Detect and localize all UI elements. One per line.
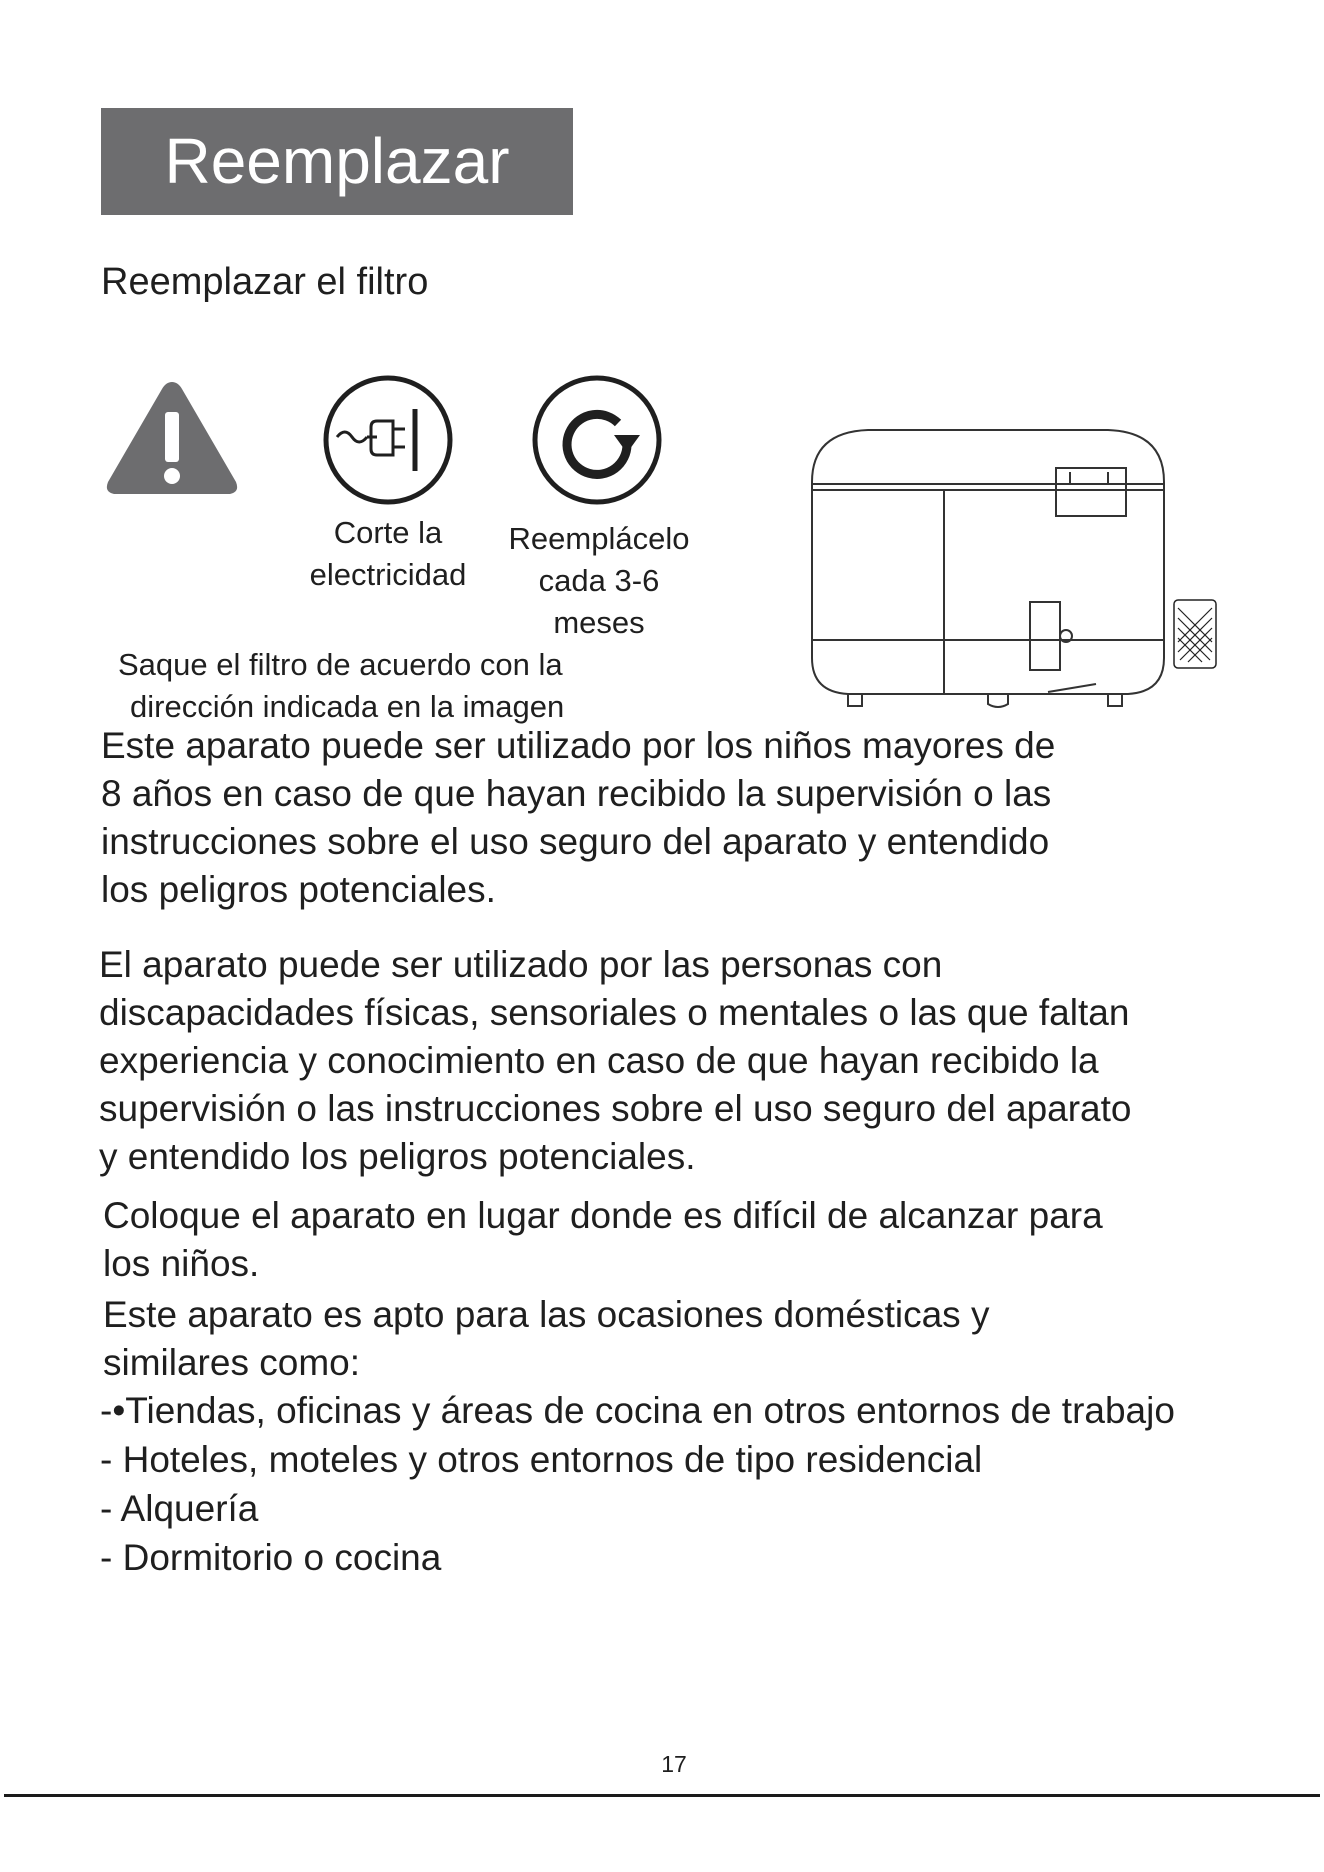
page-number: 17 (661, 1751, 687, 1777)
paragraph-line: experiencia y conocimiento en caso de que hayan recibido la (99, 1040, 1099, 1081)
list-item: -•Tiendas, oficinas y áreas de cocina en otros entornos de trabajo (100, 1390, 1175, 1431)
paragraph-line: El aparato puede ser utilizado por las personas con (99, 944, 943, 985)
paragraph-line: Este aparato es apto para las ocasiones domésticas y (103, 1294, 990, 1335)
paragraph-line: 8 años en caso de que hayan recibido la supervisión o las (101, 773, 1052, 814)
paragraph-line: supervisión o las instrucciones sobre el uso seguro del aparato (99, 1088, 1132, 1129)
paragraph-line: los niños. (103, 1243, 260, 1284)
replace-caption-line: meses (553, 605, 645, 640)
suitable-use-paragraph (103, 1291, 989, 1387)
paragraph-line: los peligros potenciales. (101, 869, 496, 910)
warning-triangle-icon (103, 376, 241, 500)
placement-paragraph (103, 1192, 1103, 1288)
paragraph-line: Coloque el aparato en lugar donde es difícil de alcanzar para (103, 1195, 1103, 1236)
filter-note-line: Saque el filtro de acuerdo con la (118, 647, 563, 682)
appliance-filter-illustration (808, 422, 1228, 718)
section-title: Reemplazar (101, 108, 573, 215)
paragraph-line: instrucciones sobre el uso seguro del aparato y entendido (101, 821, 1050, 862)
list-item: - Hoteles, moteles y otros entornos de tipo residencial (100, 1439, 983, 1480)
replace-caption (484, 518, 714, 644)
list-item: - Dormitorio o cocina (100, 1537, 442, 1578)
replace-caption-line: Reemplácelo (508, 521, 690, 556)
unplug-caption-line: Corte la (333, 515, 443, 550)
paragraph-line: discapacidades físicas, sensoriales o mentales o las que faltan (99, 992, 1130, 1033)
paragraph-line: similares como: (103, 1342, 360, 1383)
subsection-title: Reemplazar el filtro (101, 261, 429, 303)
disabilities-usage-paragraph (99, 941, 1131, 1181)
replace-caption-line: cada 3-6 (538, 563, 660, 598)
list-item: - Alquería (100, 1488, 259, 1529)
filter-note-line: dirección indicada en la imagen (130, 689, 565, 724)
unplug-caption (288, 512, 488, 596)
circular-arrow-icon (530, 373, 664, 507)
suitable-locations-list (100, 1386, 1175, 1582)
paragraph-line: Este aparato puede ser utilizado por los niños mayores de (101, 725, 1056, 766)
children-usage-paragraph (101, 722, 1055, 914)
filter-removal-note (118, 644, 564, 728)
unplug-caption-line: electricidad (309, 557, 467, 592)
footer-divider (4, 1794, 1320, 1797)
unplug-icon (321, 373, 455, 507)
paragraph-line: y entendido los peligros potenciales. (99, 1136, 696, 1177)
